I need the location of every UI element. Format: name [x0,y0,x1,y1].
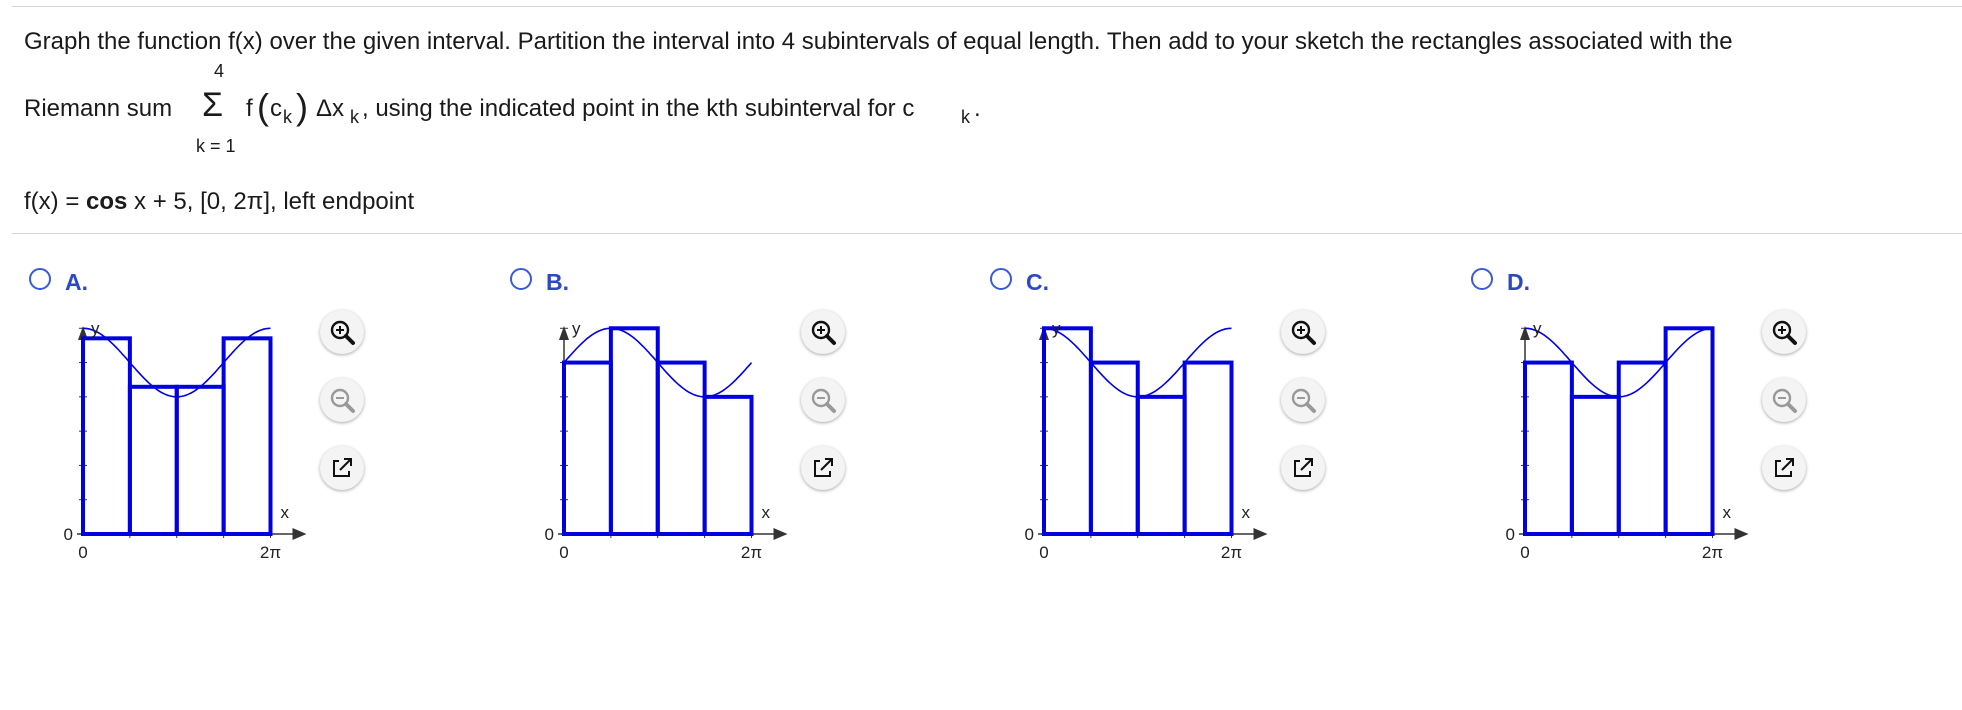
option-a-radio[interactable] [29,268,51,290]
option-a [29,268,489,568]
option-b-radio[interactable] [510,268,532,290]
option-a-letter: A. [65,269,88,295]
x-axis-label: x [1722,503,1731,522]
zoom-in-button[interactable] [801,310,845,354]
x-axis-label: x [761,503,770,522]
riemann-rectangle [564,363,611,534]
zoom-in-button[interactable] [1281,310,1325,354]
riemann-rectangle [83,338,130,534]
y-axis-label: y [1533,319,1542,338]
zoom-in-icon [808,317,838,347]
zoom-in-button[interactable] [1762,310,1806,354]
riemann-rectangle [658,363,705,534]
zoom-out-icon [1769,385,1799,415]
popout-icon [808,453,838,483]
y-axis-label: y [572,319,581,338]
sum-upper-limit: 4 [214,61,225,81]
riemann-rectangle [1091,363,1138,534]
zoom-in-icon [1769,317,1799,347]
zoom-out-button[interactable] [1281,378,1325,422]
y-tick-label-0: 0 [63,525,73,544]
x-axis-arrow [293,528,307,540]
option-b [510,268,970,568]
x-tick-label-0: 0 [1039,543,1049,562]
suffix-subscript: k [961,107,970,127]
suffix-end: . [974,95,981,122]
popout-button[interactable] [801,446,845,490]
option-d-radio[interactable] [1471,268,1493,290]
x-tick-label-0: 0 [1520,543,1530,562]
riemann-rectangle [1044,328,1091,534]
zoom-out-icon [1288,385,1318,415]
riemann-rectangle [1666,328,1713,534]
option-c [990,268,1450,568]
option-b-graph [514,304,804,564]
riemann-rectangle [1525,363,1572,534]
sum-c-subscript: k [283,107,292,127]
func-lhs: f(x) = [24,188,87,215]
riemann-rectangle [1572,397,1619,534]
option-c-graph [994,304,1284,564]
x-tick-label-2pi: 2π [259,543,282,562]
func-rest: x + 5, [0, 2π], left endpoint [127,188,415,215]
popout-button[interactable] [1762,446,1806,490]
x-tick-label-2pi: 2π [1220,543,1243,562]
riemann-rectangle [705,397,752,534]
sum-suffix: , using the indicated point in the kth subinterval for c [362,95,915,122]
x-tick-label-2pi: 2π [1701,543,1724,562]
zoom-in-button[interactable] [320,310,364,354]
riemann-rectangle [1138,397,1185,534]
x-tick-label-0: 0 [559,543,569,562]
top-divider [12,6,1962,7]
zoom-out-button[interactable] [801,378,845,422]
y-tick-label-0: 0 [1505,525,1515,544]
popout-icon [327,453,357,483]
sum-f: f [246,95,253,122]
paren-close: ) [296,86,308,127]
sum-lower-limit: k = 1 [196,136,236,156]
x-axis-label: x [1241,503,1250,522]
popout-button[interactable] [320,446,364,490]
option-d-letter: D. [1507,269,1530,295]
paren-open: ( [257,86,269,127]
option-a-graph [33,304,323,564]
sum-c: c [270,95,282,122]
x-axis-arrow [774,528,788,540]
y-axis-label: y [91,319,100,338]
sum-dx-subscript: k [350,107,359,127]
x-axis-arrow [1254,528,1268,540]
sum-delta-x: Δx [316,95,345,122]
option-c-radio[interactable] [990,268,1012,290]
sigma-symbol: Σ [202,86,224,124]
x-axis-label: x [280,503,289,522]
y-tick-label-0: 0 [1024,525,1034,544]
riemann-rectangle [177,387,224,534]
riemann-rectangle [224,338,271,534]
mid-divider [12,233,1962,234]
option-d-graph [1475,304,1765,564]
option-b-letter: B. [546,269,569,295]
zoom-in-icon [327,317,357,347]
riemann-rectangle [611,328,658,534]
y-axis-label: y [1052,319,1061,338]
zoom-in-icon [1288,317,1318,347]
zoom-out-icon [808,385,838,415]
option-d [1471,268,1931,568]
x-tick-label-0: 0 [78,543,88,562]
x-axis-arrow [1735,528,1749,540]
popout-icon [1288,453,1318,483]
question-line-1: Graph the function f(x) over the given interval. Partition the interval into 4 subintervals of equal length. Then add to your sketch the rectangles associated with the [24,28,1733,55]
func-cos: cos [86,188,128,215]
riemann-rectangle [1185,363,1232,534]
riemann-rectangle [1619,363,1666,534]
riemann-rectangle [130,387,177,534]
zoom-out-icon [327,385,357,415]
zoom-out-button[interactable] [1762,378,1806,422]
popout-icon [1769,453,1799,483]
option-c-letter: C. [1026,269,1049,295]
y-tick-label-0: 0 [544,525,554,544]
zoom-out-button[interactable] [320,378,364,422]
popout-button[interactable] [1281,446,1325,490]
function-statement [24,190,414,214]
x-tick-label-2pi: 2π [740,543,763,562]
riemann-prefix: Riemann sum [24,95,173,122]
